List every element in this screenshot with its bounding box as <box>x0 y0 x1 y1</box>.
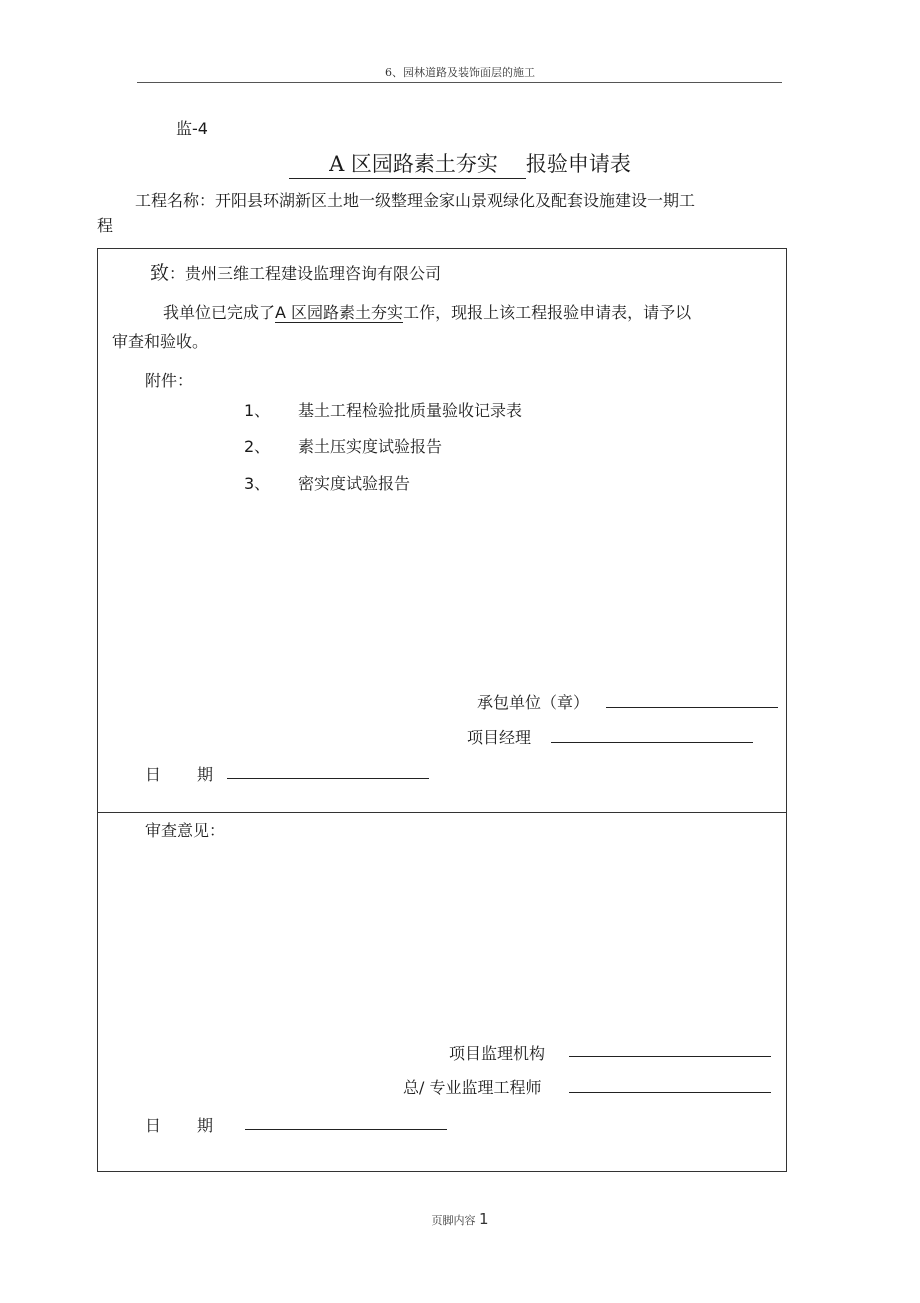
attachments-label: 附件： <box>145 371 194 390</box>
attachment-number: 1、 <box>244 401 271 420</box>
attachment-item <box>244 471 410 494</box>
review-opinion-label: 审查意见： <box>145 821 226 840</box>
date-char-1: 日 <box>145 1116 162 1135</box>
page-header: 6、园林道路及装饰面层的施工 <box>385 66 535 79</box>
supervising-engineer-label: 总/ 专业监理工程师 <box>403 1078 542 1097</box>
page-number: 1 <box>478 1210 489 1228</box>
review-date-line <box>245 1129 447 1130</box>
to-colon: ： <box>169 264 186 283</box>
project-name: 开阳县环湖新区土地一级整理金家山景观绿化及配套设施建设一期工 <box>215 191 696 210</box>
attachment-number: 3、 <box>244 474 271 493</box>
form-title <box>0 148 920 179</box>
attachment-item <box>244 398 522 421</box>
attachment-text: 基土工程检验批质量验收记录表 <box>298 401 523 420</box>
body-work-item: A 区园路素土夯实 <box>275 303 404 322</box>
page-footer <box>0 1210 920 1228</box>
application-body <box>163 300 691 323</box>
attachment-item <box>244 434 442 457</box>
body-suffix: 工作，现报上该工程报验申请表，请予以 <box>403 303 692 322</box>
date-char-2: 期 <box>197 765 214 784</box>
contractor-label: 承包单位（章） <box>477 693 590 712</box>
footer-text: 页脚内容 <box>431 1214 476 1227</box>
supervision-agency-label: 项目监理机构 <box>449 1044 546 1063</box>
project-name-line <box>135 188 695 211</box>
body-prefix: 我单位已完成了 <box>163 303 276 322</box>
contractor-signature-line <box>606 707 778 708</box>
header-divider <box>137 82 782 83</box>
application-body-continued: 审查和验收。 <box>112 332 209 351</box>
supervision-agency-signature-line <box>569 1056 771 1057</box>
attachment-number: 2、 <box>244 437 271 456</box>
attachment-text: 密实度试验报告 <box>298 474 411 493</box>
project-manager-signature-line <box>551 742 753 743</box>
application-date-label <box>145 762 213 785</box>
addressee-org: 贵州三维工程建设监理咨询有限公司 <box>185 264 442 283</box>
addressee-line <box>150 258 441 285</box>
review-date-label <box>145 1113 213 1136</box>
date-char-2: 期 <box>197 1116 214 1135</box>
attachment-text: 素土压实度试验报告 <box>298 437 443 456</box>
project-name-continued: 程 <box>97 216 114 235</box>
application-date-line <box>227 778 429 779</box>
title-work-item: A 区园路素土夯实 <box>289 148 526 179</box>
to-prefix: 致 <box>150 262 170 284</box>
date-char-1: 日 <box>145 765 162 784</box>
project-manager-label: 项目经理 <box>467 728 532 747</box>
project-label: 工程名称： <box>135 191 216 210</box>
supervising-engineer-signature-line <box>569 1092 771 1093</box>
form-code: 监-4 <box>176 119 208 138</box>
title-suffix: 报验申请表 <box>525 152 631 176</box>
